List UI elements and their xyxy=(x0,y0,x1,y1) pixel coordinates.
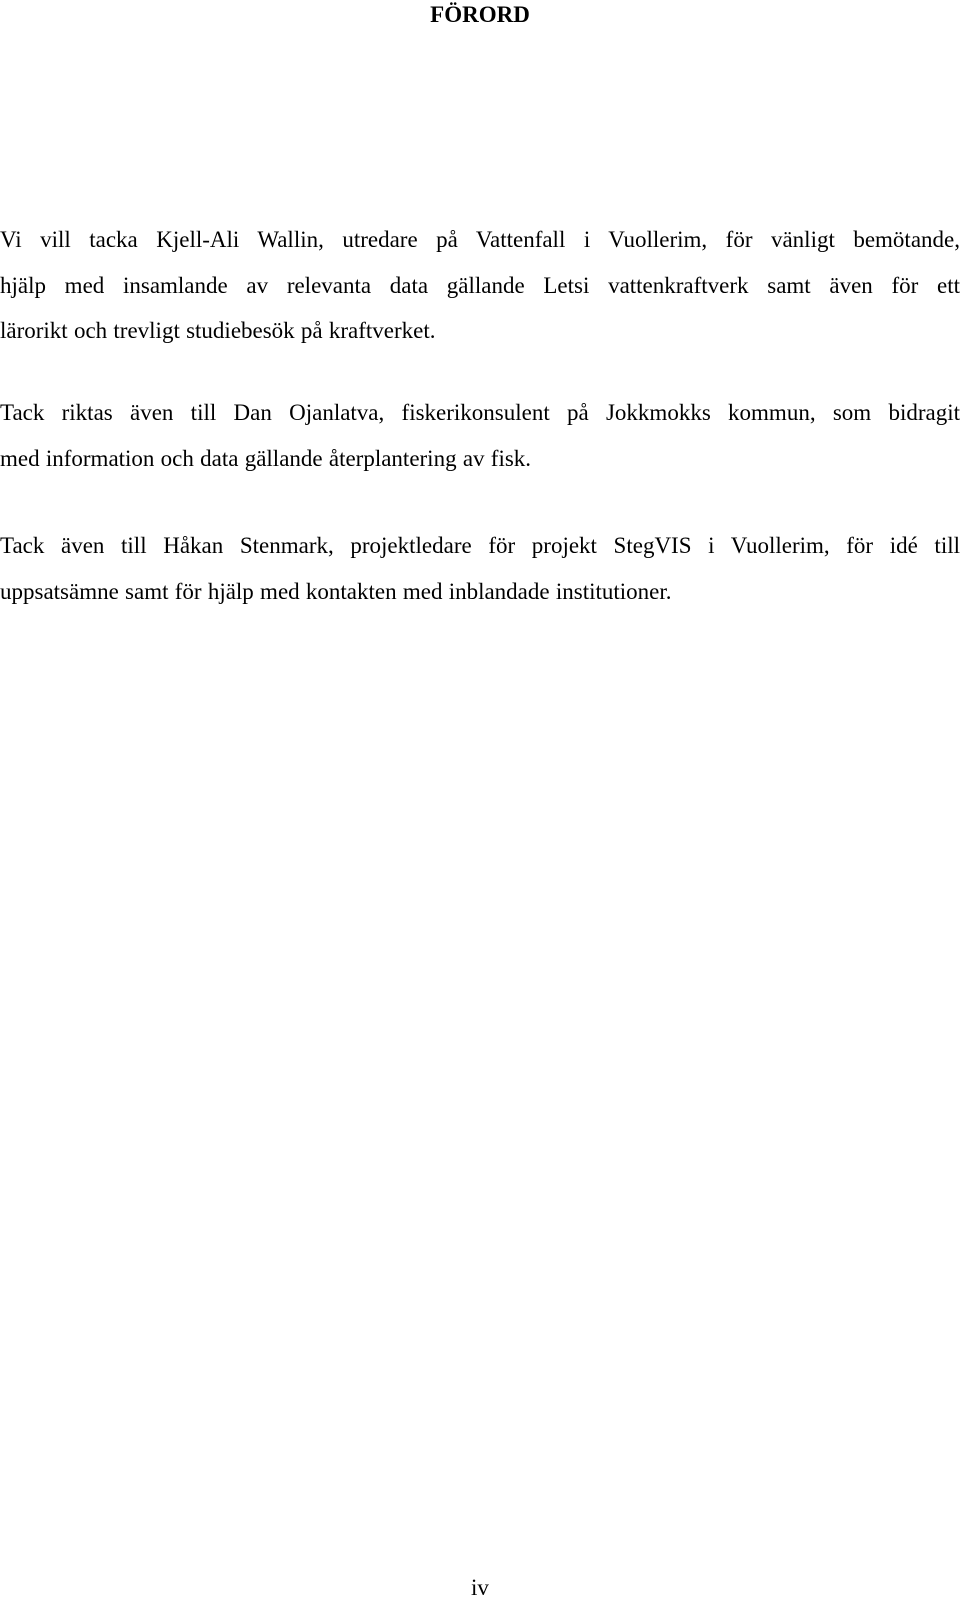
paragraph-acknowledgement-wallin xyxy=(0,217,960,354)
paragraph-acknowledgement-ojanlatva xyxy=(0,390,960,481)
paragraph-acknowledgement-stenmark xyxy=(0,523,960,614)
paragraph-line: Tack även till Håkan Stenmark, projektledare för projekt StegVIS i Vuollerim, för idé till xyxy=(0,533,960,558)
page-number: iv xyxy=(471,1575,489,1600)
paragraph-line: lärorikt och trevligt studiebesök på kraftverket. xyxy=(0,318,436,343)
paragraph-line: Vi vill tacka Kjell-Ali Wallin, utredare på Vattenfall i Vuollerim, för vänligt bemötande, xyxy=(0,227,960,252)
paragraph-line: med information och data gällande återplantering av fisk. xyxy=(0,445,532,471)
page-title: FÖRORD xyxy=(430,2,530,27)
paragraph-line: hjälp med insamlande av relevanta data gällande Letsi vattenkraftverk samt även för ett xyxy=(0,272,960,298)
paragraph-line: Tack riktas även till Dan Ojanlatva, fiskerikonsulent på Jokkmokks kommun, som bidragit xyxy=(0,400,960,425)
paragraph-line: uppsatsämne samt för hjälp med kontakten med inblandade institutioner. xyxy=(0,578,672,604)
